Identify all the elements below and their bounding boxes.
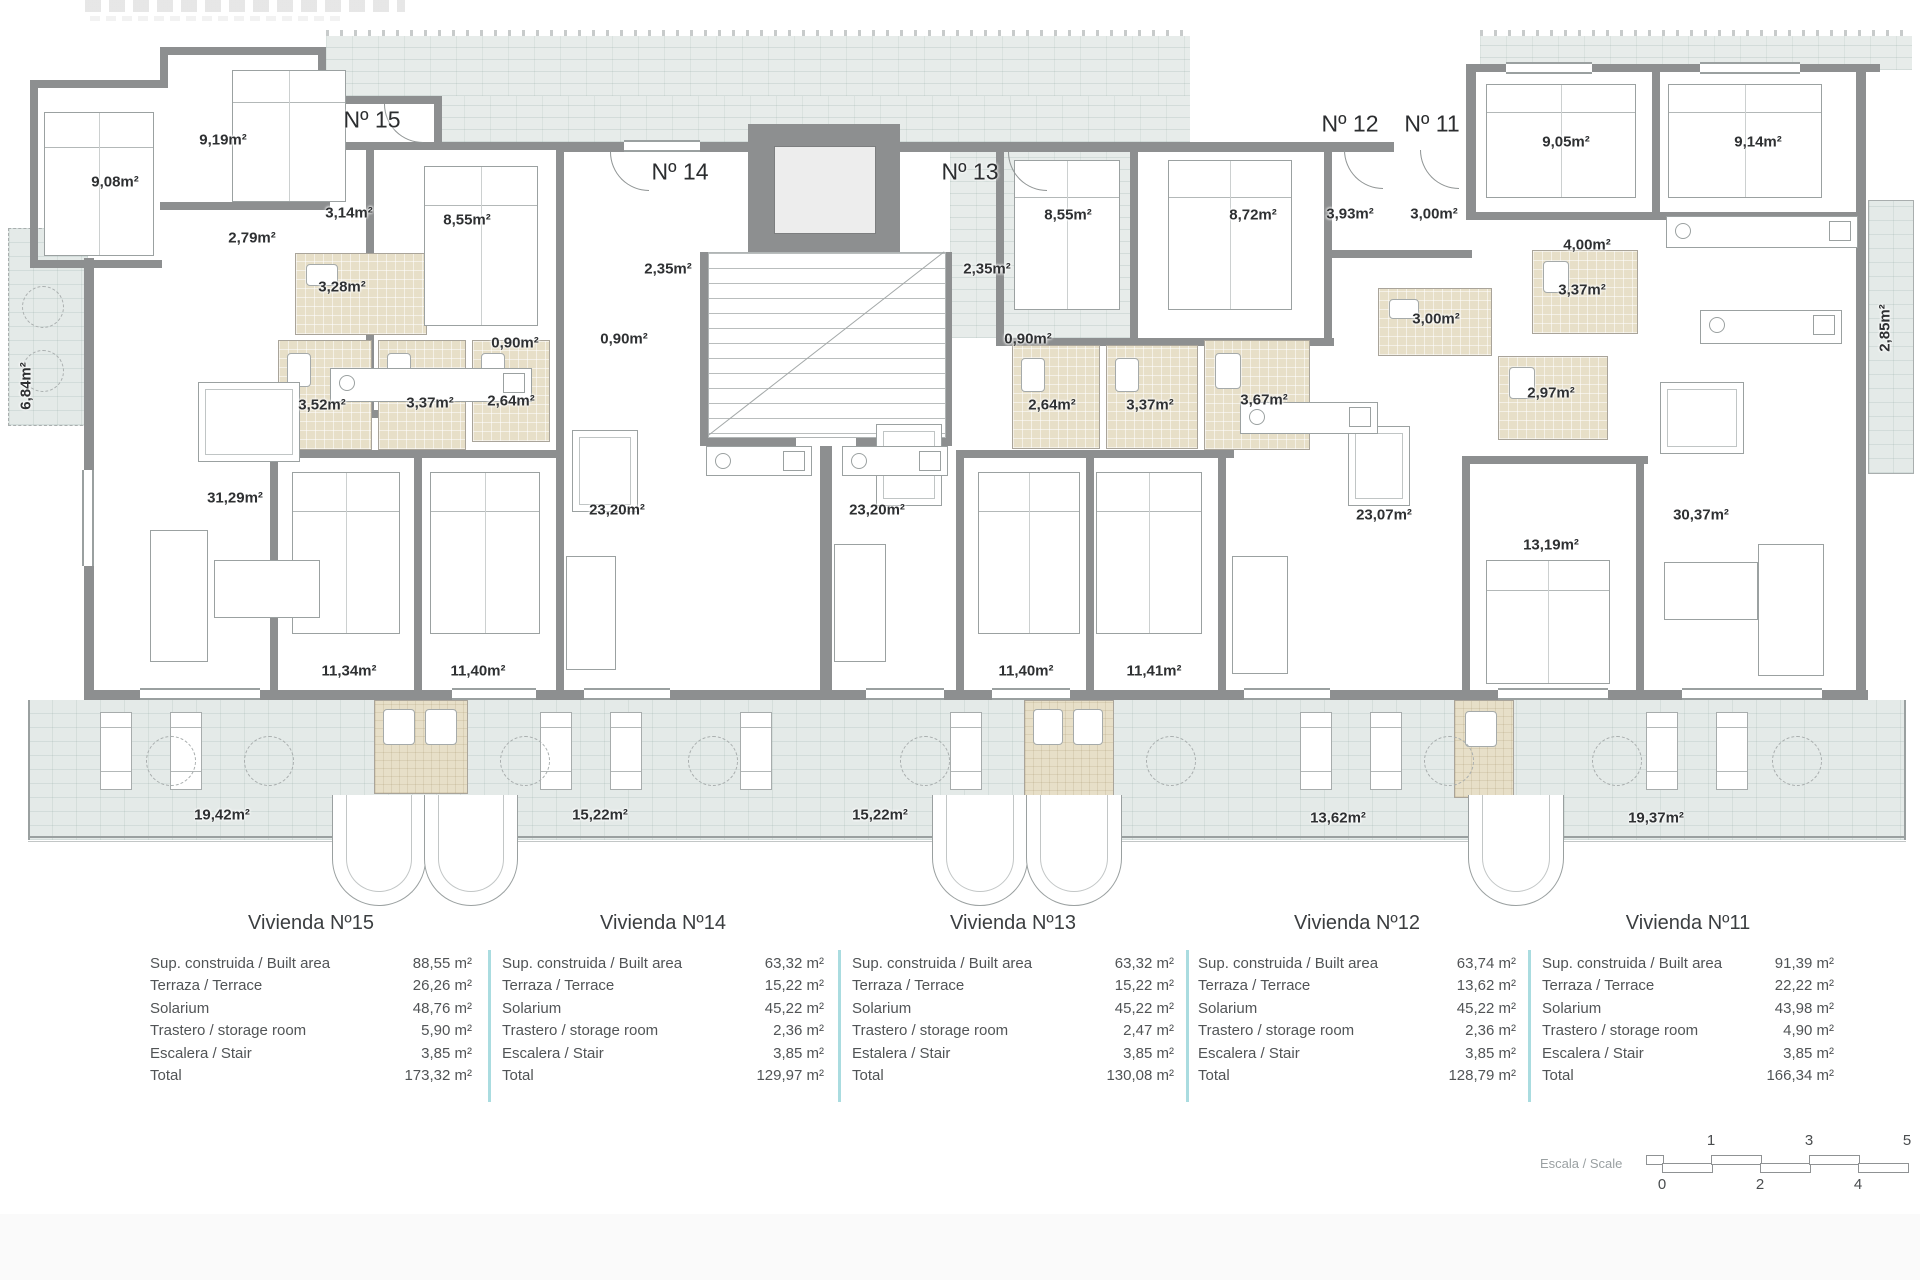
- apartment-number-label: Nº 15: [343, 106, 401, 133]
- table-row: Terraza / Terrace 15,22 m²: [852, 977, 1174, 995]
- room-area-label: 23,20m²: [849, 501, 905, 519]
- scale-label: Escala / Scale: [1540, 1156, 1623, 1171]
- table-row: Sup. construida / Built area 63,32 m²: [852, 955, 1174, 972]
- scale-segment: [1809, 1155, 1860, 1165]
- room-area-label: 2,64m²: [1028, 396, 1076, 414]
- table-title: Vivienda Nº13: [950, 912, 1076, 934]
- apartment-number-label: Nº 12: [1321, 110, 1379, 137]
- scale-tick: 2: [1755, 1176, 1765, 1193]
- table-row: Solarium 45,22 m²: [502, 999, 824, 1017]
- table-row: Total 166,34 m²: [1542, 1067, 1834, 1085]
- scale-tick: 3: [1804, 1132, 1814, 1149]
- table-row: Sup. construida / Built area 63,32 m²: [502, 955, 824, 972]
- table-row: Escalera / Stair 3,85 m²: [150, 1044, 472, 1062]
- table-row: Total 173,32 m²: [150, 1067, 472, 1085]
- scale-segment: [1662, 1163, 1713, 1173]
- terrace-area-label: 19,37m²: [1628, 809, 1684, 827]
- room-area-label: 3,00m²: [1412, 310, 1460, 328]
- scale-tick: 0: [1657, 1176, 1667, 1193]
- room-area-label: 8,55m²: [443, 211, 491, 229]
- room-area-label: 3,67m²: [1240, 391, 1288, 409]
- table-row: Terraza / Terrace 13,62 m²: [1198, 977, 1516, 995]
- apartment-number-label: Nº 14: [651, 158, 709, 185]
- table-row: Solarium 45,22 m²: [852, 999, 1174, 1017]
- room-area-label: 3,00m²: [1410, 205, 1458, 223]
- room-area-label: 3,93m²: [1326, 205, 1374, 223]
- room-area-label: 23,07m²: [1356, 506, 1412, 524]
- terrace-area-label: 19,42m²: [194, 806, 250, 824]
- table-row: Solarium 45,22 m²: [1198, 999, 1516, 1017]
- room-area-label: 0,90m²: [1004, 330, 1052, 348]
- room-area-label: 2,35m²: [963, 260, 1011, 278]
- table-row: Trastero / storage room 2,47 m²: [852, 1022, 1174, 1040]
- table-row: Terraza / Terrace 26,26 m²: [150, 977, 472, 995]
- room-area-label: 11,40m²: [450, 662, 506, 680]
- table-row: Trastero / storage room 5,90 m²: [150, 1022, 472, 1040]
- table-row: Trastero / storage room 2,36 m²: [1198, 1022, 1516, 1040]
- room-area-label: 0,90m²: [491, 334, 539, 352]
- terrace-area-label: 15,22m²: [572, 806, 628, 824]
- room-area-label: 6,84m²: [17, 362, 35, 410]
- room-area-label: 8,55m²: [1044, 206, 1092, 224]
- room-area-label: 9,14m²: [1734, 133, 1782, 151]
- room-area-label: 9,08m²: [91, 173, 139, 191]
- table-title: Vivienda Nº12: [1294, 912, 1420, 934]
- terrace-area-label: 13,62m²: [1310, 809, 1366, 827]
- table-row: Trastero / storage room 4,90 m²: [1542, 1022, 1834, 1040]
- room-area-label: 3,37m²: [406, 394, 454, 412]
- room-area-label: 13,19m²: [1523, 536, 1579, 554]
- scale-segment: [1760, 1163, 1811, 1173]
- scale-segment: [1858, 1163, 1909, 1173]
- table-row: Sup. construida / Built area 63,74 m²: [1198, 955, 1516, 972]
- table-row: Solarium 43,98 m²: [1542, 999, 1834, 1017]
- scale-tick: 1: [1706, 1132, 1716, 1149]
- room-area-label: 11,40m²: [998, 662, 1054, 680]
- table-row: Terraza / Terrace 15,22 m²: [502, 977, 824, 995]
- room-area-label: 9,05m²: [1542, 133, 1590, 151]
- table-row: Sup. construida / Built area 91,39 m²: [1542, 955, 1834, 972]
- table-row: Total 130,08 m²: [852, 1067, 1174, 1085]
- terrace-area-label: 15,22m²: [852, 806, 908, 824]
- apartment-number-label: Nº 13: [941, 158, 999, 185]
- room-area-label: 2,64m²: [487, 392, 535, 410]
- scale-segment: [1711, 1155, 1762, 1165]
- table-row: Terraza / Terrace 22,22 m²: [1542, 977, 1834, 995]
- room-area-label: 8,72m²: [1229, 206, 1277, 224]
- scale-tick: 4: [1853, 1176, 1863, 1193]
- table-row: Total 129,97 m²: [502, 1067, 824, 1085]
- room-area-label: 11,34m²: [321, 662, 377, 680]
- room-area-label: 2,85m²: [1876, 304, 1894, 352]
- table-title: Vivienda Nº14: [600, 912, 726, 934]
- room-area-label: 30,37m²: [1673, 506, 1729, 524]
- room-area-label: 3,28m²: [318, 278, 366, 296]
- table-row: Escalera / Stair 3,85 m²: [1198, 1044, 1516, 1062]
- room-area-label: 2,79m²: [228, 229, 276, 247]
- table-title: Vivienda Nº15: [248, 912, 374, 934]
- room-area-label: 0,90m²: [600, 330, 648, 348]
- scale-tick: 5: [1902, 1132, 1912, 1149]
- room-area-label: 3,37m²: [1126, 396, 1174, 414]
- room-area-label: 31,29m²: [207, 489, 263, 507]
- room-area-label: 2,35m²: [644, 260, 692, 278]
- room-area-label: 9,19m²: [199, 131, 247, 149]
- table-row: Solarium 48,76 m²: [150, 999, 472, 1017]
- room-area-label: 3,52m²: [298, 396, 346, 414]
- table-title: Vivienda Nº11: [1625, 912, 1751, 934]
- room-area-label: 3,37m²: [1558, 281, 1606, 299]
- table-row: Escalera / Stair 3,85 m²: [1542, 1044, 1834, 1062]
- table-row: Trastero / storage room 2,36 m²: [502, 1022, 824, 1040]
- room-area-label: 23,20m²: [589, 501, 645, 519]
- room-area-label: 3,14m²: [325, 204, 373, 222]
- room-area-label: 2,97m²: [1527, 384, 1575, 402]
- room-area-label: 11,41m²: [1126, 662, 1182, 680]
- table-row: Total 128,79 m²: [1198, 1067, 1516, 1085]
- table-row: Estalera / Stair 3,85 m²: [852, 1044, 1174, 1062]
- room-area-label: 4,00m²: [1563, 236, 1611, 254]
- bottom-band: [0, 1214, 1920, 1280]
- table-row: Escalera / Stair 3,85 m²: [502, 1044, 824, 1062]
- table-row: Sup. construida / Built area 88,55 m²: [150, 955, 472, 972]
- apartment-number-label: Nº 11: [1404, 110, 1460, 137]
